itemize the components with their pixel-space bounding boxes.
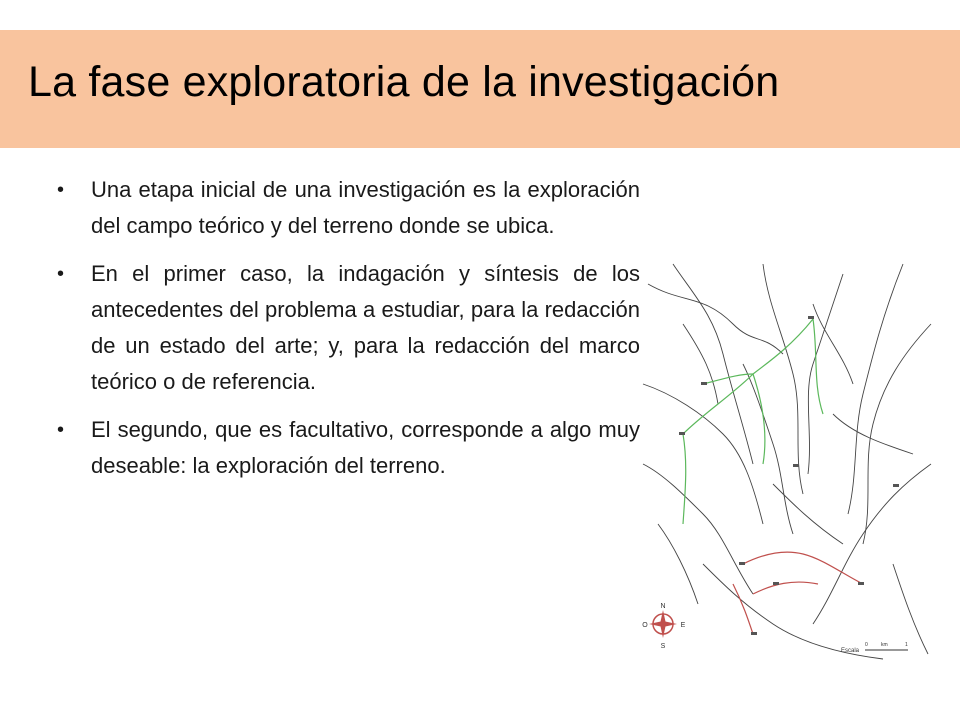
scale-tick-0: 0 (865, 642, 868, 648)
scale-tick-km: km (881, 642, 888, 648)
bullet-icon: • (57, 179, 65, 201)
compass-rose (642, 603, 685, 650)
bullet-item (55, 256, 640, 400)
map-town-markers (679, 316, 899, 635)
map-scale (841, 642, 908, 654)
terrain-map-svg (643, 264, 931, 664)
terrain-map-image (643, 264, 931, 664)
bullet-text: Una etapa inicial de una investigación es la exploración del campo teórico y del terreno donde se ubica. (91, 177, 640, 238)
compass-n: N (660, 603, 666, 610)
bullet-list (55, 172, 640, 496)
bullet-text: El segundo, que es facultativo, corresponde a algo muy deseable: la exploración del terreno. (91, 417, 640, 478)
bullet-item (55, 172, 640, 244)
bullet-text: En el primer caso, la indagación y síntesis de los antecedentes del problema a estudiar, para la redacción de un estado del arte; y, para la redacción del marco teórico o de referencia. (91, 261, 640, 394)
compass-o: O (642, 622, 648, 629)
map-green-trails (683, 319, 823, 524)
map-rivers (643, 264, 931, 659)
scale-label: Escala (841, 648, 860, 654)
slide-title: La fase exploratoria de la investigación (28, 58, 780, 106)
compass-s: S (660, 643, 666, 650)
bullet-icon: • (57, 263, 65, 285)
bullet-icon: • (57, 419, 65, 441)
bullet-item (55, 412, 640, 484)
compass-e: E (680, 622, 686, 629)
scale-tick-1: 1 (905, 642, 908, 648)
